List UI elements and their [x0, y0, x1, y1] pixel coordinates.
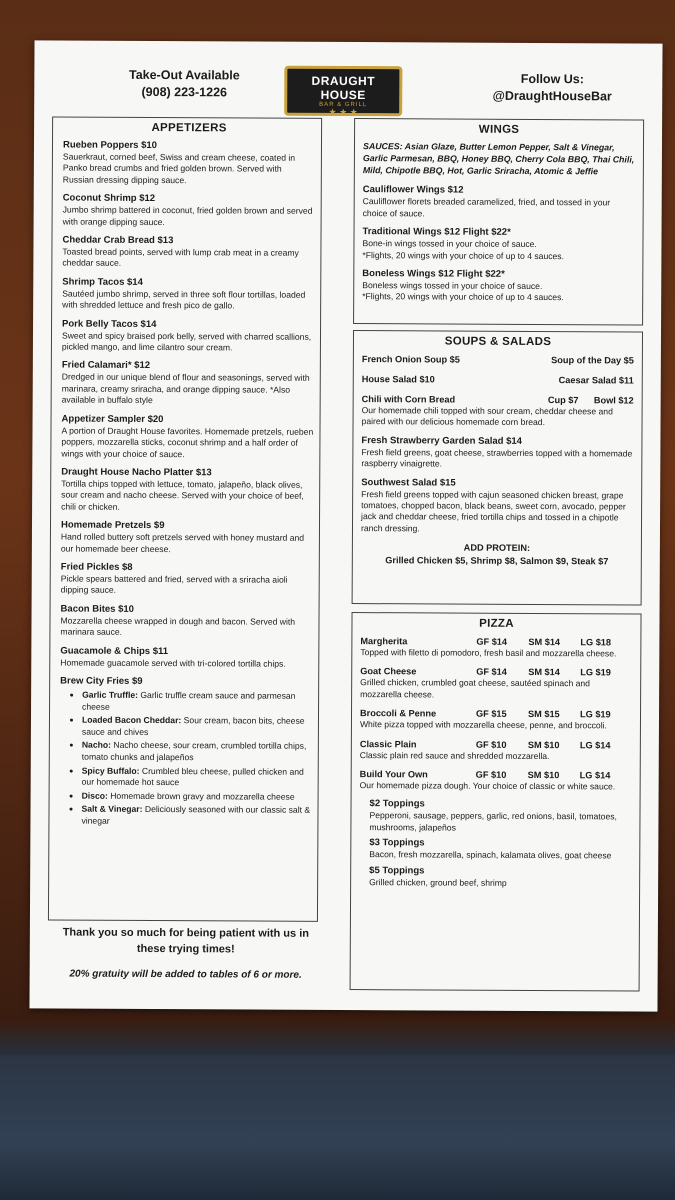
appetizer-item	[63, 140, 315, 188]
wing-flight-note: *Flights, 20 wings with your choice of up to 4 sauces.	[362, 291, 564, 303]
wing-item	[362, 226, 634, 262]
fries-option-desc: Crumbled bleu cheese, pulled chicken and our homemade hot sauce	[81, 765, 304, 788]
social-info	[472, 71, 632, 106]
appetizer-name: Rueben Poppers $10	[62, 139, 158, 152]
sauces-label: SAUCES:	[362, 141, 403, 152]
appetizer-desc: Mozzarella cheese wrapped in dough and bacon. Served with marinara sauce.	[60, 615, 296, 637]
add-protein-options: Grilled Chicken $5, Shrimp $8, Salmon $9, Steak $7	[385, 555, 609, 567]
pizza-lg-price: LG $14	[579, 739, 611, 751]
pizza-price-row	[360, 738, 632, 751]
fries-option-desc: Garlic truffle cream sauce and parmesan cheese	[82, 689, 296, 712]
pizza-title: PIZZA	[479, 617, 514, 630]
appetizer-desc: Pickle spears battered and fried, served with a sriracha aioli dipping sauce.	[60, 573, 288, 596]
soup-of-day: Soup of the Day $5	[551, 355, 634, 366]
gratuity-note: 20% gratuity will be added to tables of 6 or more.	[69, 968, 302, 981]
wing-item	[362, 268, 634, 304]
fries-option-name: Garlic Truffle:	[82, 689, 139, 700]
takeout-label: Take-Out Available	[128, 67, 240, 83]
appetizer-item	[61, 520, 313, 556]
pizza-lg-price: LG $14	[579, 770, 611, 781]
toppings-list: Pepperoni, sausage, peppers, garlic, red onions, basil, tomatoes, mushrooms, jalapeños	[369, 810, 617, 833]
toppings-tier: $3 Toppings	[369, 837, 425, 849]
southwest-salad-item	[361, 477, 633, 536]
fries-name: Brew City Fries $9	[60, 675, 143, 687]
wings-title: WINGS	[478, 123, 520, 136]
wing-item	[363, 184, 635, 220]
pizza-name: Goat Cheese	[360, 666, 417, 677]
strawberry-salad-name: Fresh Strawberry Garden Salad $14	[361, 434, 523, 447]
appetizer-desc: Homemade guacamole served with tri-colored tortilla chips.	[60, 657, 286, 669]
appetizer-desc: Dredged in our unique blend of flour and seasonings, served with marinara, creamy sriracha, and orange dipping sauce. *Also available in buffalo style	[61, 371, 310, 406]
appetizer-name: Appetizer Sampler $20	[61, 413, 164, 425]
add-protein-heading: ADD PROTEIN:	[463, 542, 531, 554]
pizza-item	[360, 768, 632, 793]
appetizer-name: Bacon Bites $10	[60, 603, 134, 615]
fries-option	[82, 740, 312, 764]
fries-option-name: Spicy Buffalo:	[81, 765, 140, 776]
fries-item	[59, 675, 312, 828]
appetizer-item	[62, 318, 314, 354]
appetizer-desc: Jumbo shrimp battered in coconut, fried golden brown and served with orange dipping sauce.	[62, 204, 313, 227]
follow-label: Follow Us:	[520, 71, 584, 87]
table-surface	[0, 1055, 675, 1200]
fries-options	[59, 689, 312, 828]
appetizer-item	[62, 360, 314, 408]
star-icon: ★ ★ ★	[328, 106, 358, 118]
fries-option-desc: Nacho cheese, sour cream, crumbled tortilla chips, tomato chunks and jalapeños	[81, 740, 307, 763]
logo-sub: BAR & GRILL	[319, 101, 368, 109]
fries-option-desc: Deliciously seasoned with our classic salt & vinegar	[81, 804, 311, 826]
chili-desc: Our homemade chili topped with sour cream, cheddar cheese and paired with our delicious homemade corn bread.	[361, 405, 613, 428]
appetizer-desc: Sauerkraut, corned beef, Swiss and cream cheese, coated in Panko bread crumbs and fried golden brown. Served with Russian dressing dipping sauce.	[62, 151, 296, 185]
pizza-sm-price: SM $15	[527, 709, 560, 720]
pizza-desc: Classic plain red sauce and shredded mozzarella.	[359, 749, 550, 761]
fries-option	[82, 715, 312, 739]
appetizer-desc: Sweet and spicy braised pork belly, served with charred scallions, pickled mango, and lime cilantro sour cream.	[61, 330, 312, 353]
toppings-list: Bacon, fresh mozzarella, spinach, kalamata olives, goat cheese	[369, 849, 612, 861]
pizza-gf-price: GF $10	[475, 739, 507, 750]
pizza-lg-price: LG $18	[580, 637, 612, 648]
pizza-desc: Grilled chicken, crumbled goat cheese, sautéed spinach and mozzarella cheese.	[360, 677, 591, 700]
pizza-gf-price: GF $15	[475, 708, 507, 720]
pizza-name: Classic Plain	[359, 738, 417, 749]
appetizers-title: APPETIZERS	[151, 121, 227, 135]
pizza-name: Build Your Own	[359, 769, 428, 780]
pizza-desc: Our homemade pizza dough. Your choice of classic or white sauce.	[359, 780, 616, 792]
house-salad: House Salad $10	[361, 374, 435, 385]
strawberry-salad-item	[361, 435, 633, 471]
soups-salads-section	[352, 330, 643, 606]
fries-option	[82, 790, 312, 803]
appetizer-desc: A portion of Draught House favorites. Homemade pretzels, rueben poppers, mozzarella sticks, coconut shrimp and a half order of wings with your choice of sauce.	[61, 425, 314, 459]
chili-cup-price: Cup $7	[547, 395, 579, 406]
wing-flight-note: *Flights, 20 wings with your choice of up to 4 sauces.	[362, 249, 565, 261]
appetizer-desc: Hand rolled buttery soft pretzels served with honey mustard and our homemade beer cheese.	[60, 531, 305, 554]
appetizer-item	[60, 603, 312, 639]
fries-option	[81, 804, 311, 828]
fries-option-desc: Sour cream, bacon bits, cheese sauce and chives	[81, 715, 305, 737]
fries-option-name: Nacho:	[81, 739, 112, 751]
appetizer-name: Pork Belly Tacos $14	[62, 318, 157, 330]
logo-main: DRAUGHT HOUSE	[311, 73, 376, 103]
appetizer-item	[62, 235, 314, 271]
fries-option	[82, 690, 312, 714]
pizza-lg-price: LG $19	[580, 667, 611, 678]
toppings-list: Grilled chicken, ground beef, shrimp	[369, 876, 507, 888]
toppings-tier: $5 Toppings	[369, 864, 425, 877]
appetizer-name: Shrimp Tacos $14	[62, 276, 143, 288]
pizza-sm-price: SM $14	[528, 636, 561, 648]
takeout-info	[94, 67, 274, 102]
appetizer-item	[62, 276, 314, 312]
social-handle: @DraughtHouseBar	[492, 88, 612, 104]
appetizer-desc: Tortilla chips topped with lettuce, tomato, jalapeño, black olives, sour cream and nacho cheese. Served with your choice of beef, chili or chicken.	[61, 478, 304, 512]
appetizer-name: Coconut Shrimp $12	[62, 192, 156, 205]
appetizer-item	[61, 561, 313, 597]
appetizers-section	[48, 116, 322, 921]
menu-sheet	[29, 40, 662, 1011]
pizza-gf-price: GF $14	[476, 667, 507, 678]
appetizer-name: Cheddar Crab Bread $13	[62, 234, 174, 247]
strawberry-salad-desc: Fresh field greens, goat cheese, strawberries topped with a homemade raspberry vinaigrette.	[361, 446, 633, 469]
pizza-lg-price: LG $19	[579, 709, 611, 720]
draught-house-logo	[284, 66, 402, 117]
pizza-item	[360, 635, 632, 660]
fries-option-desc: Homemade brown gravy and mozzarella cheese	[107, 790, 295, 802]
chili-item	[362, 393, 634, 429]
appetizer-name: Guacamole & Chips $11	[60, 645, 169, 657]
appetizer-name: Homemade Pretzels $9	[60, 519, 165, 532]
pizza-gf-price: GF $14	[476, 636, 508, 647]
toppings-tier: $2 Toppings	[369, 798, 425, 810]
appetizer-desc: Sautéed jumbo shrimp, served in three soft flour tortillas, loaded with shredded lettuce and fresh pico de gallo.	[62, 288, 306, 311]
wing-name: Traditional Wings $12 Flight $22*	[362, 226, 511, 239]
wing-desc: Bone-in wings tossed in your choice of sauce.	[362, 238, 537, 250]
wing-desc: Cauliflower florets breaded caramelized, fried, and tossed in your choice of sauce.	[362, 196, 611, 219]
wing-name: Cauliflower Wings $12	[362, 184, 464, 197]
appetizer-name: Draught House Nacho Platter $13	[61, 466, 212, 479]
soups-title: SOUPS & SALADS	[444, 335, 552, 349]
sauces-list	[363, 141, 635, 178]
fries-option	[82, 765, 312, 789]
fries-option-name: Disco:	[81, 790, 108, 801]
salad-row	[362, 373, 634, 386]
pizza-item	[360, 665, 632, 701]
pizza-sm-price: SM $10	[527, 739, 560, 750]
caesar-salad: Caesar Salad $11	[558, 375, 634, 386]
fries-option-name: Loaded Bacon Cheddar:	[81, 714, 182, 726]
wing-name: Boneless Wings $12 Flight $22*	[362, 268, 505, 280]
appetizer-item	[61, 413, 313, 461]
thank-you-note: Thank you so much for being patient with us in these trying times!	[62, 926, 310, 956]
french-onion-soup: French Onion Soup $5	[361, 354, 460, 365]
appetizer-desc: Toasted bread points, served with lump crab meat in a creamy cheddar sauce.	[62, 246, 299, 269]
pizza-item	[360, 707, 632, 732]
wings-section	[353, 118, 644, 326]
sauces-values: Asian Glaze, Butter Lemon Pepper, Salt & Vinegar, Garlic Parmesan, BBQ, Honey BBQ, Cherry Cola BBQ, Thai Chili, Mild, Chipotle BBQ, Hot, Garlic Sriracha, Atomic & Jeffie	[362, 141, 635, 176]
pizza-name: Broccoli & Penne	[359, 708, 437, 719]
appetizer-name: Fried Calamari* $12	[61, 359, 151, 372]
wing-desc: Boneless wings tossed in your choice of sauce.	[362, 280, 543, 292]
chili-bowl-price: Bowl $12	[593, 395, 634, 406]
appetizer-item	[60, 645, 312, 670]
pizza-name: Margherita	[360, 636, 408, 647]
pizza-desc: Topped with filetto di pomodoro, fresh basil and mozzarella cheese.	[360, 647, 617, 659]
chili-name: Chili with Corn Bread	[361, 394, 456, 405]
pizza-section	[350, 612, 642, 992]
soup-row	[362, 353, 634, 366]
phone-number: (908) 223-1226	[141, 84, 228, 100]
fries-option-name: Salt & Vinegar:	[81, 803, 143, 815]
pizza-sm-price: SM $10	[527, 769, 560, 781]
pizza-desc: White pizza topped with mozzarella cheese, penne, and broccoli.	[359, 719, 607, 731]
southwest-salad-name: Southwest Salad $15	[361, 476, 456, 489]
pizza-item	[360, 738, 632, 763]
pizza-sm-price: SM $14	[528, 667, 560, 678]
southwest-salad-desc: Fresh field greens topped with cajun seasoned chicken breast, grape tomatoes, chopped bacon, black beans, sweet corn, avocado, pepper jack and cheddar cheese, fried tortilla chips and tossed in a chipotle ranch dressing.	[360, 488, 626, 534]
appetizer-item	[61, 466, 313, 514]
appetizer-item	[63, 193, 315, 229]
appetizer-name: Fried Pickles $8	[60, 561, 133, 573]
pizza-gf-price: GF $10	[475, 769, 507, 780]
